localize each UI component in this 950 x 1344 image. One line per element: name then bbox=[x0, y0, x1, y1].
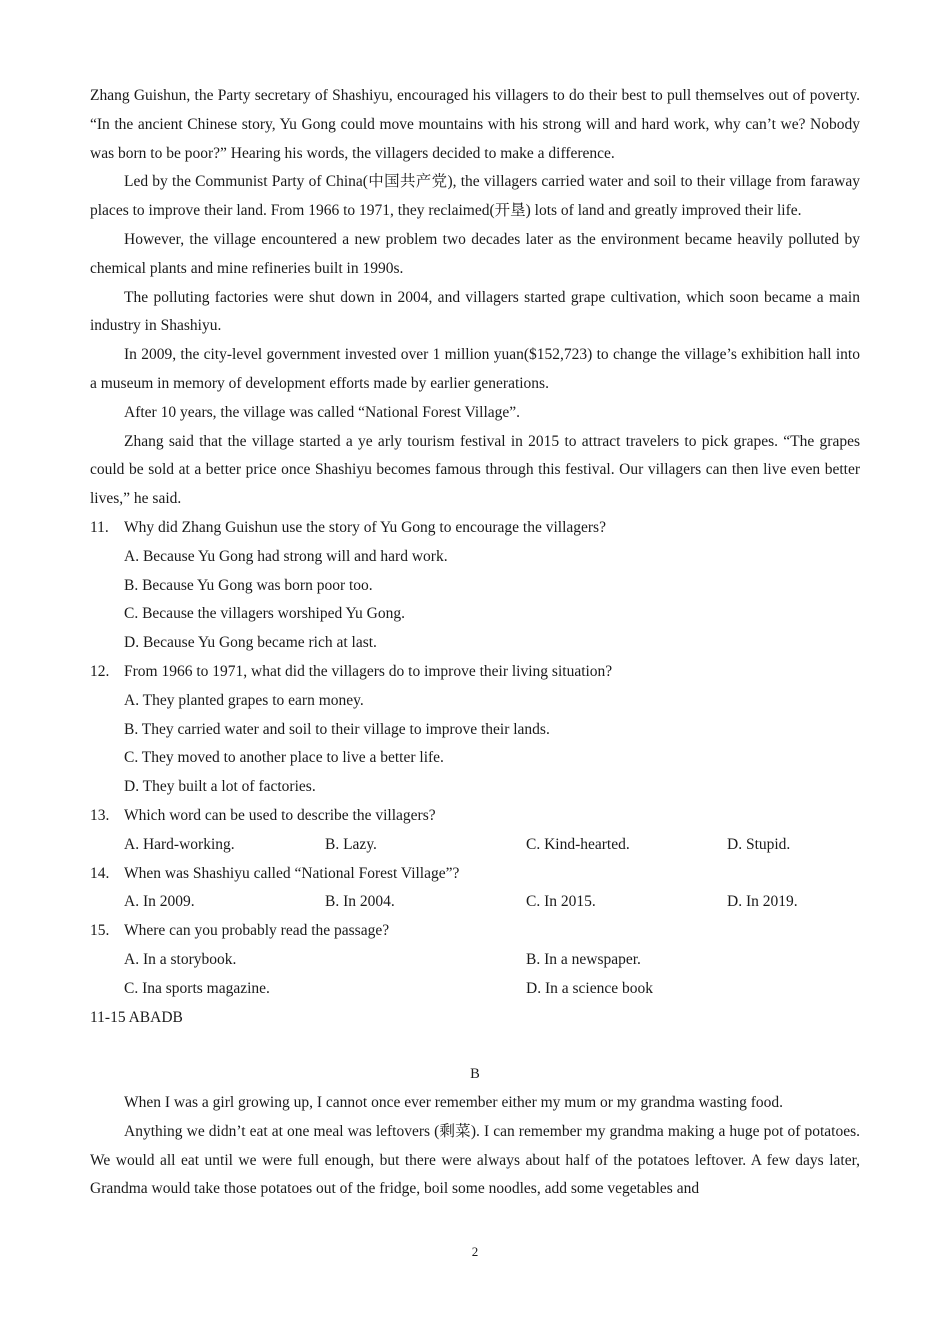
option: B. Because Yu Gong was born poor too. bbox=[124, 576, 373, 594]
option: A. They planted grapes to earn money. bbox=[124, 691, 364, 709]
question-stem bbox=[90, 658, 860, 687]
question-number: 13. bbox=[90, 806, 110, 824]
option: D. Because Yu Gong became rich at last. bbox=[124, 634, 377, 652]
paragraph: However, the village encountered a new problem two decades later as the environment became heavily polluted by chemical plants and mine refineries built in 1990s. bbox=[90, 230, 860, 277]
paragraph: Zhang said that the village started a ye arly tourism festival in 2015 to attract travelers to pick grapes. “The grapes could be sold at a better price once Shashiyu becomes famous through this festival. Our villagers can then live even better lives,” he said. bbox=[90, 432, 860, 508]
question-text: Where can you probably read the passage? bbox=[124, 922, 390, 940]
paragraph: In 2009, the city-level government invested over 1 million yuan($152,723) to change the village’s exhibition hall into a museum in memory of development efforts made by earlier generations. bbox=[90, 346, 860, 392]
option: B. In a newspaper. bbox=[526, 950, 641, 968]
option: C. They moved to another place to live a better life. bbox=[124, 749, 444, 767]
option: D. In 2019. bbox=[727, 893, 798, 911]
option: C. Because the villagers worshiped Yu Gong. bbox=[124, 605, 405, 623]
options bbox=[90, 687, 860, 802]
option: C. In 2015. bbox=[526, 893, 596, 911]
option: C. Kind-hearted. bbox=[526, 835, 630, 853]
question-11 bbox=[90, 514, 860, 658]
paragraph: The polluting factories were shut down in 2004, and villagers started grape cultivation, which soon became a main industry in Shashiyu. bbox=[90, 288, 860, 335]
question-13 bbox=[90, 802, 860, 860]
paragraph: After 10 years, the village was called “National Forest Village”. bbox=[124, 403, 521, 421]
options bbox=[90, 946, 860, 975]
question-text: From 1966 to 1971, what did the villagers do to improve their living situation? bbox=[124, 662, 613, 680]
paragraph: Anything we didn’t eat at one meal was leftovers (剩菜). I can remember my grandma making a huge pot of potatoes. We would all eat until we were full enough, but there were always about half of the potatoes leftover. A few days later, Grandma would take those potatoes out of the fridge, boil some noodles, add some vegetables and bbox=[90, 1122, 860, 1198]
question-number: 15. bbox=[90, 922, 110, 940]
paragraph: Zhang Guishun, the Party secretary of Shashiyu, encouraged his villagers to do their best to pull themselves out of poverty. “In the ancient Chinese story, Yu Gong could move mountains with his strong will and hard work, why can’t we? Nobody was born to be poor?” Hearing his words, the villagers decided to make a difference. bbox=[90, 87, 860, 162]
question-text: Why did Zhang Guishun use the story of Yu Gong to encourage the villagers? bbox=[124, 518, 606, 536]
passage-b bbox=[90, 1089, 860, 1204]
question-text: When was Shashiyu called “National Forest Village”? bbox=[124, 864, 460, 882]
option: D. In a science book bbox=[526, 979, 653, 997]
option: C. Ina sports magazine. bbox=[124, 979, 270, 997]
question-number: 14. bbox=[90, 864, 110, 882]
option: B. Lazy. bbox=[325, 835, 377, 853]
answer-key: 11-15 ABADB bbox=[90, 1008, 183, 1026]
question-number: 12. bbox=[90, 662, 110, 680]
question-number: 11. bbox=[90, 518, 109, 536]
question-list bbox=[90, 514, 860, 1004]
question-stem bbox=[90, 917, 860, 946]
options bbox=[90, 888, 860, 917]
option: A. In 2009. bbox=[124, 893, 195, 911]
options bbox=[90, 831, 860, 860]
option: B. They carried water and soil to their village to improve their lands. bbox=[124, 720, 550, 738]
option: A. Hard-working. bbox=[124, 835, 235, 853]
question-12 bbox=[90, 658, 860, 802]
question-stem bbox=[90, 860, 860, 889]
passage-a bbox=[90, 82, 860, 514]
option: B. In 2004. bbox=[325, 893, 395, 911]
option: A. Because Yu Gong had strong will and hard work. bbox=[124, 547, 448, 565]
option: D. They built a lot of factories. bbox=[124, 778, 316, 796]
question-stem bbox=[90, 514, 860, 543]
section-b-title: B bbox=[470, 1066, 480, 1083]
options bbox=[90, 975, 860, 1004]
page-number: 2 bbox=[471, 1244, 479, 1259]
options bbox=[90, 543, 860, 658]
option: A. In a storybook. bbox=[124, 950, 237, 968]
question-14 bbox=[90, 860, 860, 918]
paragraph: When I was a girl growing up, I cannot once ever remember either my mum or my grandma wasting food. bbox=[124, 1094, 783, 1112]
question-text: Which word can be used to describe the villagers? bbox=[124, 806, 436, 824]
question-stem bbox=[90, 802, 860, 831]
option: D. Stupid. bbox=[727, 835, 791, 853]
question-15 bbox=[90, 917, 860, 1003]
paragraph: Led by the Communist Party of China(中国共产党), the villagers carried water and soil to their village from faraway places to improve their land. From 1966 to 1971, they reclaimed(开垦) lots of land and greatly improved their life. bbox=[90, 173, 860, 220]
